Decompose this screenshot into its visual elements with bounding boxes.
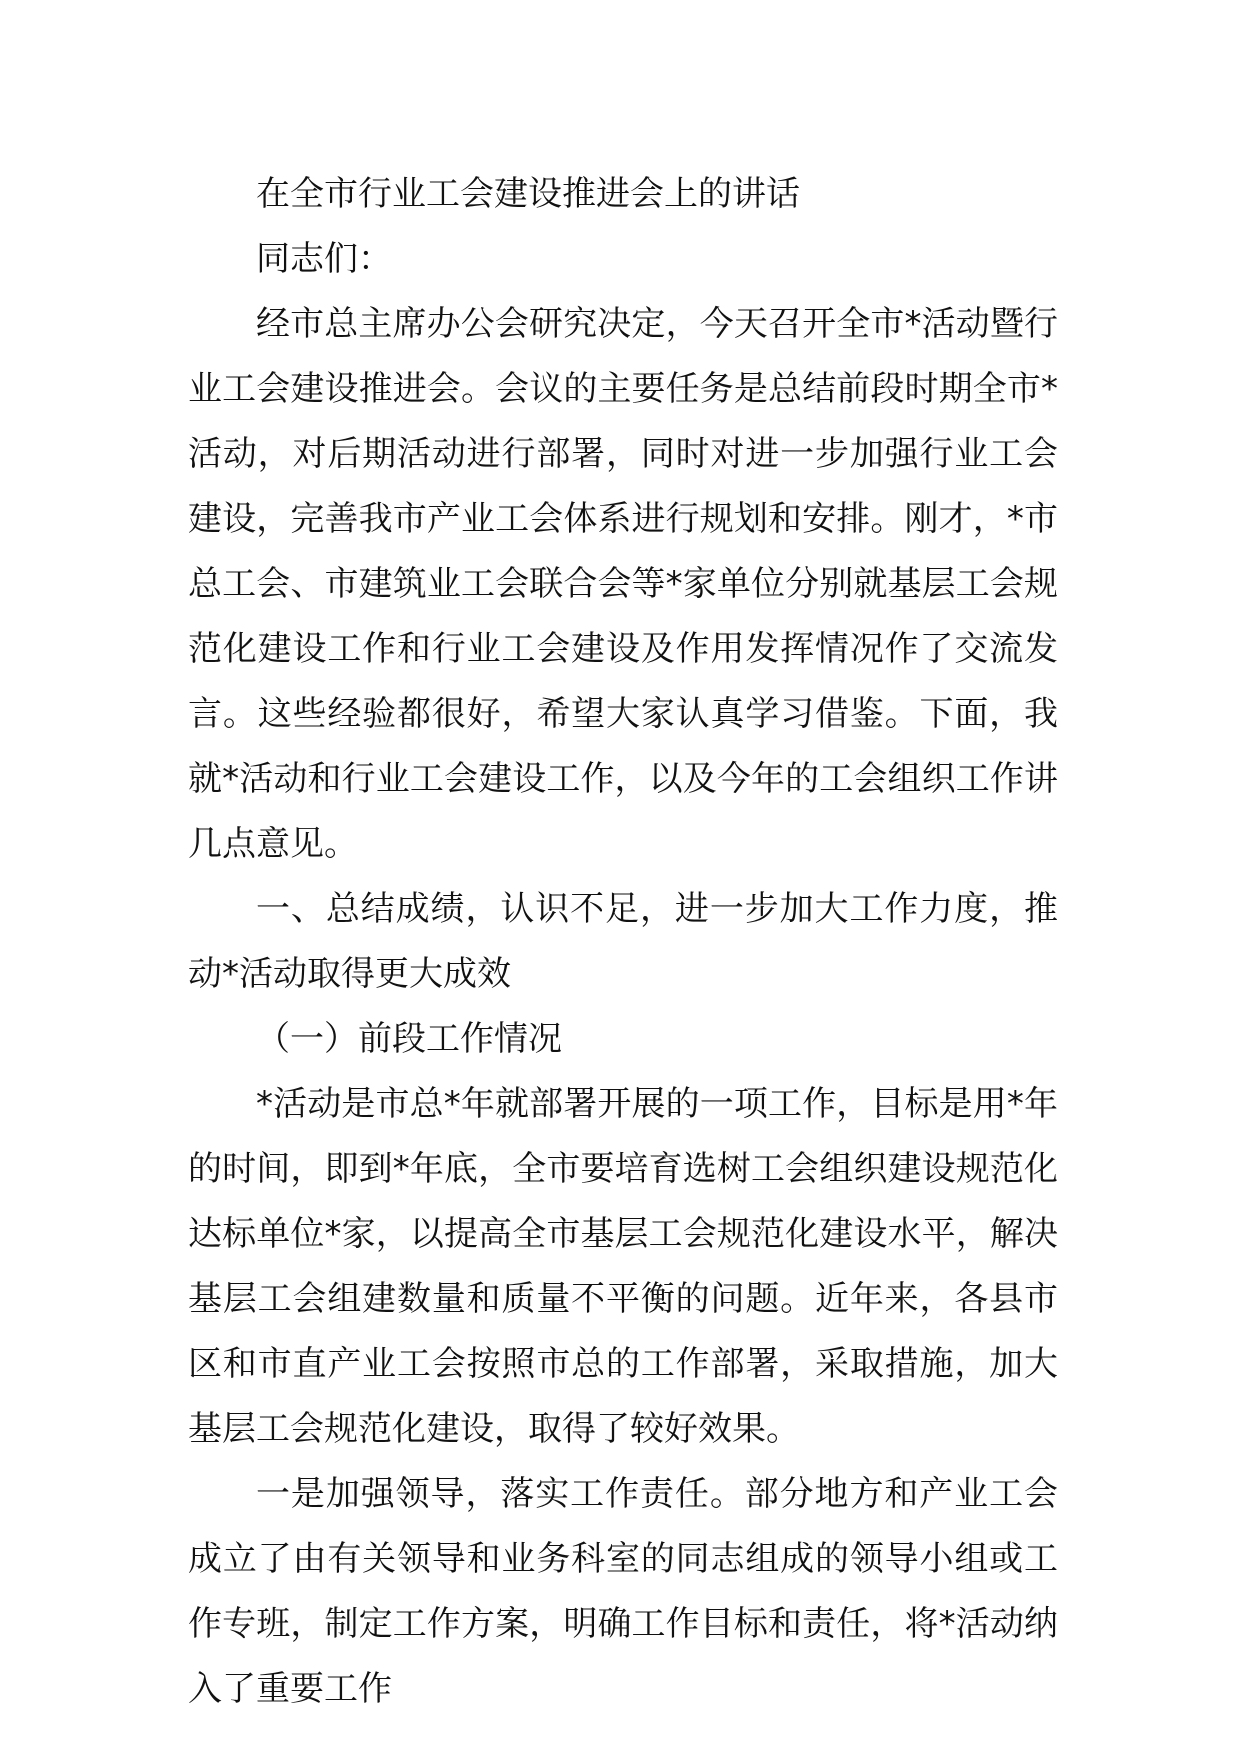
paragraph-point-1: 一是加强领导，落实工作责任。部分地方和产业工会成立了由有关领导和业务科室的同志组成的领导小组或工作专班，制定工作方案，明确工作目标和责任，将*活动纳入了重要工作 <box>188 1474 1058 1709</box>
greeting: 同志们： <box>256 239 392 279</box>
document-title: 在全市行业工会建设推进会上的讲话 <box>256 174 800 214</box>
subsection-heading-1: （一）前段工作情况 <box>256 1019 562 1059</box>
paragraph-background: *活动是市总*年就部署开展的一项工作，目标是用*年的时间，即到*年底，全市要培育选树工会组织建设规范化达标单位*家，以提高全市基层工会规范化建设水平，解决基层工会组建数量和质量不平衡的问题。近年来，各县市区和市直产业工会按照市总的工作部署，采取措施，加大基层工会规范化建设，取得了较好效果。 <box>188 1084 1058 1449</box>
document-body <box>188 162 1058 1722</box>
section-heading-1: 一、总结成绩，认识不足，进一步加大工作力度，推动*活动取得更大成效 <box>188 889 1058 994</box>
paragraph-intro: 经市总主席办公会研究决定，今天召开全市*活动暨行业工会建设推进会。会议的主要任务是总结前段时期全市*活动，对后期活动进行部署，同时对进一步加强行业工会建设，完善我市产业工会体系进行规划和安排。刚才，*市总工会、市建筑业工会联合会等*家单位分别就基层工会规范化建设工作和行业工会建设及作用发挥情况作了交流发言。这些经验都很好，希望大家认真学习借鉴。下面，我就*活动和行业工会建设工作，以及今年的工会组织工作讲几点意见。 <box>188 304 1058 864</box>
